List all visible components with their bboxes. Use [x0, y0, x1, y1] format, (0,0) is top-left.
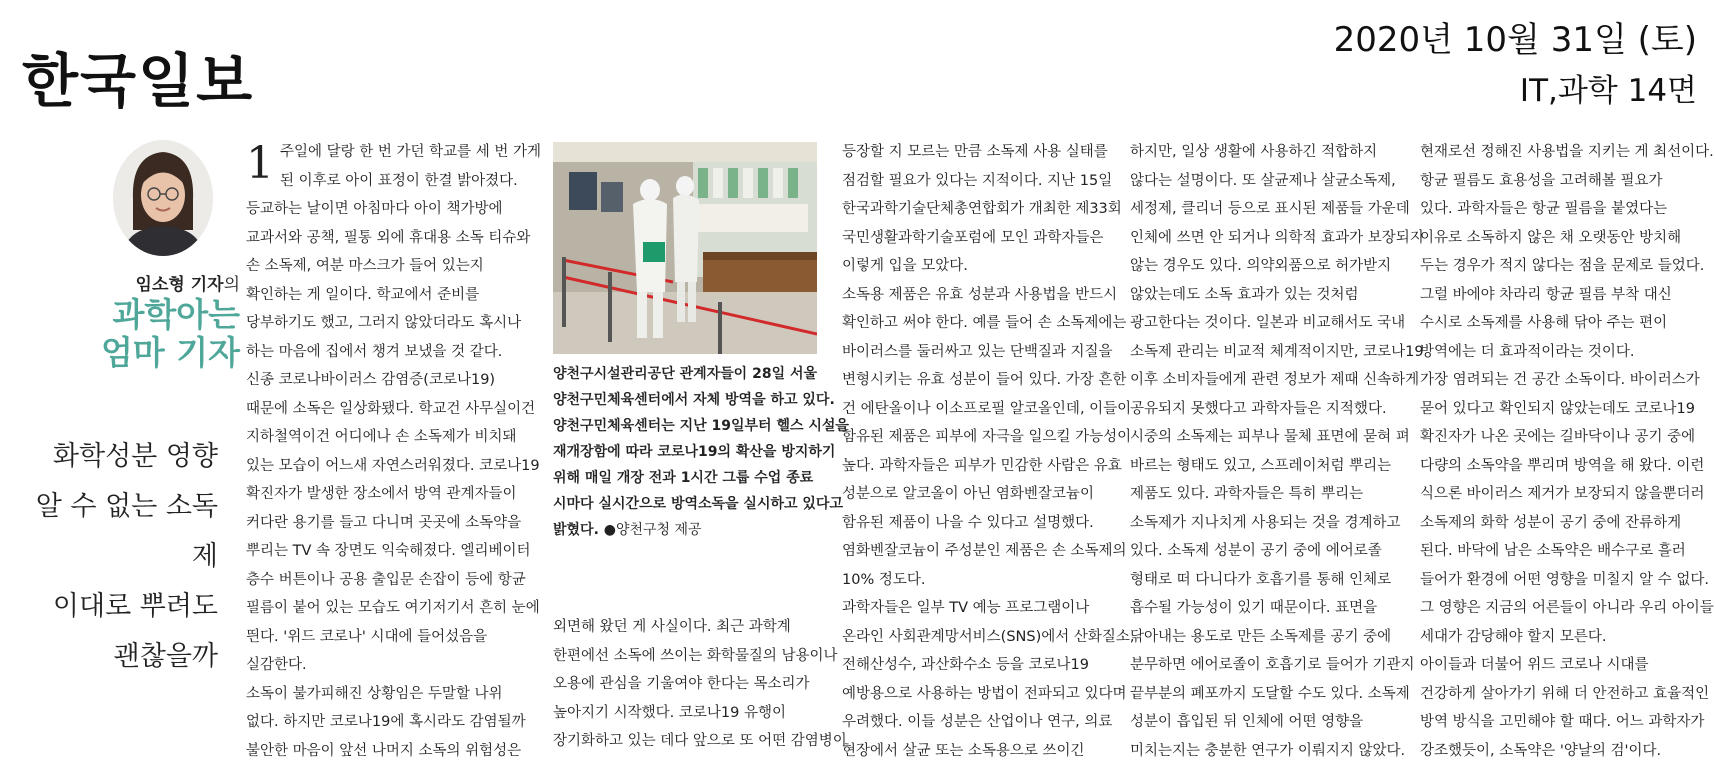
body-line: 있다. 과학자들은 항균 필름을 붙였다는	[1420, 201, 1668, 217]
body-line: 없다. 하지만 코로나19에 혹시라도 감염될까	[246, 714, 526, 730]
photo-caption	[553, 361, 849, 543]
body-line: 예방용으로 사용하는 방법이 전파되고 있다며	[842, 685, 1127, 702]
body-line: 지하철역이건 어디에나 손 소독제가 비치돼	[246, 429, 517, 445]
body-line: 방역에는 더 효과적이라는 것이다.	[1420, 343, 1635, 360]
body-line: 띈다. '위드 코로나' 시대에 들어섰음을	[246, 628, 488, 645]
headline-line: 괜찮을까	[113, 641, 218, 672]
body-line: 제품도 있다. 과학자들은 특히 뿌리는	[1130, 486, 1364, 502]
body-line: 공유되지 못했다고 과학자들은 지적했다.	[1130, 400, 1387, 417]
body-line: 층수 버튼이나 공용 출입문 손잡이 등에 항균	[246, 571, 526, 588]
body-line: 성분이 흡입된 뒤 인체에 어떤 영향을	[1130, 714, 1364, 730]
body-line: 묻어 있다고 확인되지 않았는데도 코로나19	[1420, 400, 1696, 417]
byline-suffix: 의	[223, 275, 240, 295]
body-line: 소독제 관리는 비교적 체계적이지만, 코로나19	[1130, 343, 1424, 360]
body-line: 때문에 소독은 일상화됐다. 학교건 사무실이건	[246, 400, 536, 417]
section-page-label: IT,과학 14면	[1519, 73, 1697, 109]
body-line: 변형시키는 유효 성분이 들어 있다. 가장 흔한	[842, 372, 1127, 388]
body-line: 분무하면 에어로졸이 호흡기로 들어가 기관지	[1130, 657, 1415, 673]
body-line: 10% 정도다.	[842, 571, 926, 588]
caption-line: 양천구민체육센터에서 자체 방역을 하고 있다.	[553, 392, 835, 408]
body-line: 확진자가 나온 곳에는 길바닥이나 공기 중에	[1420, 429, 1696, 445]
body-line: 소독이 불가피해진 상황임은 두말할 나위	[246, 685, 503, 702]
body-line: 현장에서 살균 또는 소독용으로 쓰이긴	[842, 742, 1085, 759]
body-line: 장기화하고 있는 데다 앞으로 또 어떤 감염병이	[553, 733, 847, 749]
caption-last-line: 밝혔다.	[553, 522, 599, 538]
body-line: 소독제가 지나치게 사용되는 것을 경계하고	[1130, 514, 1401, 531]
body-line: 염화벤잘코늄이 주성분인 제품은 손 소독제의	[842, 543, 1127, 559]
body-line: 된 이후로 아이 표정이 한결 밝아졌다.	[280, 172, 518, 189]
body-line: 세대가 감당해야 할지 모른다.	[1420, 628, 1607, 645]
body-line: 함유된 제품은 피부에 자극을 일으킬 가능성이	[842, 429, 1132, 445]
body-line: 주일에 달랑 한 번 가던 학교를 세 번 가게	[280, 144, 541, 160]
photo-credit: ●양천구청 제공	[603, 522, 702, 538]
body-line: 한국과학기술단체총연합회가 개최한 제33회	[842, 201, 1122, 217]
headline-line: 이대로 뿌려도	[52, 591, 218, 622]
body-line: 광고한다는 것이다. 일본과 비교해서도 국내	[1130, 315, 1406, 331]
caption-line: 재개장함에 따라 코로나19의 확산을 방지하기	[553, 444, 836, 460]
body-line: 건강하게 살아가기 위해 더 안전하고 효율적인	[1420, 685, 1710, 702]
body-line: 두는 경우가 적지 않다는 점을 문제로 들었다.	[1420, 258, 1705, 274]
body-line: 필름이 붙어 있는 모습도 여기저기서 흔히 눈에	[246, 600, 540, 616]
body-line: 소독용 제품은 유효 성분과 사용법을 반드시	[842, 286, 1118, 303]
newspaper-masthead: 한국일보	[22, 47, 255, 115]
article-column-1	[246, 138, 540, 765]
body-line: 하는 마음에 집에서 챙겨 보냈을 것 같다.	[246, 343, 503, 360]
body-line: 항균 필름도 효용성을 고려해볼 필요가	[1420, 172, 1663, 189]
article-column-3	[842, 138, 1135, 765]
body-line: 우려했다. 이들 성분은 산업이나 연구, 의료	[842, 714, 1113, 730]
caption-line	[553, 517, 823, 543]
body-line: 외면해 왔던 게 사실이다. 최근 과학계	[553, 619, 791, 635]
body-line: 않는 경우도 있다. 의약외품으로 허가받지	[1130, 258, 1392, 274]
body-line: 소독제의 화학 성분이 공기 중에 잔류하게	[1420, 514, 1682, 531]
body-line: 불안한 마음이 앞선 나머지 소독의 위험성은	[246, 742, 522, 759]
body-line: 강조했듯이, 소독약은 '양날의 검'이다.	[1420, 742, 1662, 759]
body-line: 않다는 설명이다. 또 살균제나 살균소독제,	[1130, 172, 1396, 189]
body-line: 확인하는 게 일이다. 학교에서 준비를	[246, 286, 480, 303]
headline-line: 화학성분 영향	[52, 441, 218, 472]
body-line: 현재로선 정해진 사용법을 지키는 게 최선이다.	[1420, 144, 1714, 160]
body-line: 시중의 소독제는 피부나 물체 표면에 묻혀 펴	[1130, 429, 1410, 445]
body-line: 들어가 환경에 어떤 영향을 미칠지 알 수 없다.	[1420, 571, 1709, 588]
series-title-line-2: 엄마 기자	[100, 332, 240, 372]
body-line: 있다. 소독제 성분이 공기 중에 에어로졸	[1130, 543, 1382, 559]
body-line: 이렇게 입을 모았다.	[842, 258, 968, 274]
caption-line: 양천구민체육센터는 지난 19일부터 헬스 시설을	[553, 418, 849, 434]
body-line: 확진자가 발생한 장소에서 방역 관계자들이	[246, 486, 517, 502]
body-line: 실감한다.	[246, 657, 307, 673]
reporter-photo	[113, 140, 213, 256]
body-line: 바이러스를 둘러싸고 있는 단백질과 지질을	[842, 343, 1113, 360]
body-line: 흡수될 가능성이 있기 때문이다. 표면을	[1130, 600, 1378, 616]
column-series-title	[40, 296, 240, 372]
body-line: 한편에선 소독에 쓰이는 화학물질의 남용이나	[553, 647, 838, 664]
body-line: 있는 모습이 어느새 자연스러워졌다. 코로나19	[246, 457, 540, 474]
body-line: 국민생활과학기술포럼에 모인 과학자들은	[842, 229, 1104, 246]
body-line: 방역 방식을 고민해야 할 때다. 어느 과학자가	[1420, 714, 1705, 730]
article-column-5	[1420, 138, 1714, 765]
body-line: 식으론 바이러스 제거가 보장되지 않을뿐더러	[1420, 486, 1705, 502]
body-line: 닦아내는 용도로 만든 소독제를 공기 중에	[1130, 628, 1392, 645]
body-line: 온라인 사회관계망서비스(SNS)에서 산화질소,	[842, 628, 1135, 645]
drop-cap: 1	[246, 138, 274, 189]
news-photo	[553, 142, 817, 354]
body-line: 손 소독제, 여분 마스크가 들어 있는지	[246, 258, 484, 274]
article-headline	[10, 432, 218, 682]
body-line: 과학자들은 일부 TV 예능 프로그램이나	[842, 600, 1090, 616]
body-line: 형태로 떠 다니다가 호흡기를 통해 인체로	[1130, 571, 1392, 588]
body-line: 수시로 소독제를 사용해 닦아 주는 편이	[1420, 315, 1668, 331]
reporter-name: 임소형 기자	[135, 275, 224, 295]
body-line: 미치는지는 충분한 연구가 이뤄지지 않았다.	[1130, 742, 1406, 759]
body-line: 바르는 형태도 있고, 스프레이처럼 뿌리는	[1130, 457, 1392, 474]
body-line: 끝부분의 폐포까지 도달할 수도 있다. 소독제	[1130, 685, 1410, 702]
body-line: 함유된 제품이 나을 수 있다고 설명했다.	[842, 514, 1094, 531]
body-line: 된다. 바닥에 남은 소독약은 배수구로 흘러	[1420, 543, 1686, 559]
body-line: 가장 염려되는 건 공간 소독이다. 바이러스가	[1420, 372, 1700, 388]
series-title-line-1: 과학아는	[112, 295, 240, 334]
body-line: 그럴 바에야 차라리 항균 필름 부착 대신	[1420, 286, 1672, 303]
body-line: 점검할 필요가 있다는 지적이다. 지난 15일	[842, 172, 1113, 189]
body-line: 등장할 지 모르는 만큼 소독제 사용 실태를	[842, 144, 1108, 160]
body-line: 교과서와 공책, 필통 외에 휴대용 소독 티슈와	[246, 229, 531, 246]
body-line: 않았는데도 소독 효과가 있는 것처럼	[1130, 286, 1359, 303]
body-line: 높아지기 시작했다. 코로나19 유행이	[553, 704, 786, 721]
caption-line: 양천구시설관리공단 관계자들이 28일 서울	[553, 366, 818, 382]
body-line: 오용에 관심을 기울여야 한다는 목소리가	[553, 676, 810, 692]
reporter-byline	[40, 270, 240, 295]
headline-line: 알 수 없는 소독제	[35, 491, 218, 572]
body-line: 하지만, 일상 생활에 사용하긴 적합하지	[1130, 144, 1378, 160]
body-line: 높다. 과학자들은 피부가 민감한 사람은 유효	[842, 457, 1122, 474]
body-line: 아이들과 더불어 위드 코로나 시대를	[1420, 657, 1649, 673]
body-line: 성분으로 알코올이 아닌 염화벤잘코늄이	[842, 486, 1094, 502]
body-line: 인체에 쓰면 안 되거나 의학적 효과가 보장되지	[1130, 229, 1424, 246]
body-line: 세정제, 클리너 등으로 표시된 제품들 가운데	[1130, 201, 1410, 217]
publication-date: 2020년 10월 31일 (토)	[1333, 20, 1697, 60]
body-line: 확인하고 써야 한다. 예를 들어 손 소독제에는	[842, 315, 1127, 331]
body-line: 신종 코로나바이러스 감염증(코로나19)	[246, 372, 496, 388]
body-line: 전해산성수, 과산화수소 등을 코로나19	[842, 657, 1089, 673]
body-line: 이유로 소독하지 않은 채 오랫동안 방치해	[1420, 229, 1682, 246]
article-column-2	[553, 613, 847, 756]
body-line: 당부하기도 했고, 그러지 않았더라도 혹시나	[246, 315, 522, 331]
caption-line: 위해 매일 개장 전과 1시간 그룹 수업 종료	[553, 470, 814, 486]
body-line: 등교하는 날이면 아침마다 아이 책가방에	[246, 201, 503, 217]
article-column-4	[1130, 138, 1424, 765]
body-line: 커다란 용기를 들고 다니며 곳곳에 소독약을	[246, 514, 522, 531]
body-line: 건 에탄올이나 이소프로필 알코올인데, 이들이	[842, 400, 1132, 417]
body-line: 그 영향은 지금의 어른들이 아니라 우리 아이들	[1420, 600, 1714, 616]
body-line: 이후 소비자들에게 관련 정보가 제때 신속하게	[1130, 372, 1420, 388]
caption-line: 시마다 실시간으로 방역소독을 실시하고 있다고	[553, 496, 843, 512]
body-line: 뿌리는 TV 속 장면도 익숙해졌다. 엘리베이터	[246, 543, 531, 559]
body-line: 다량의 소독약을 뿌리며 방역을 해 왔다. 이런	[1420, 457, 1705, 474]
